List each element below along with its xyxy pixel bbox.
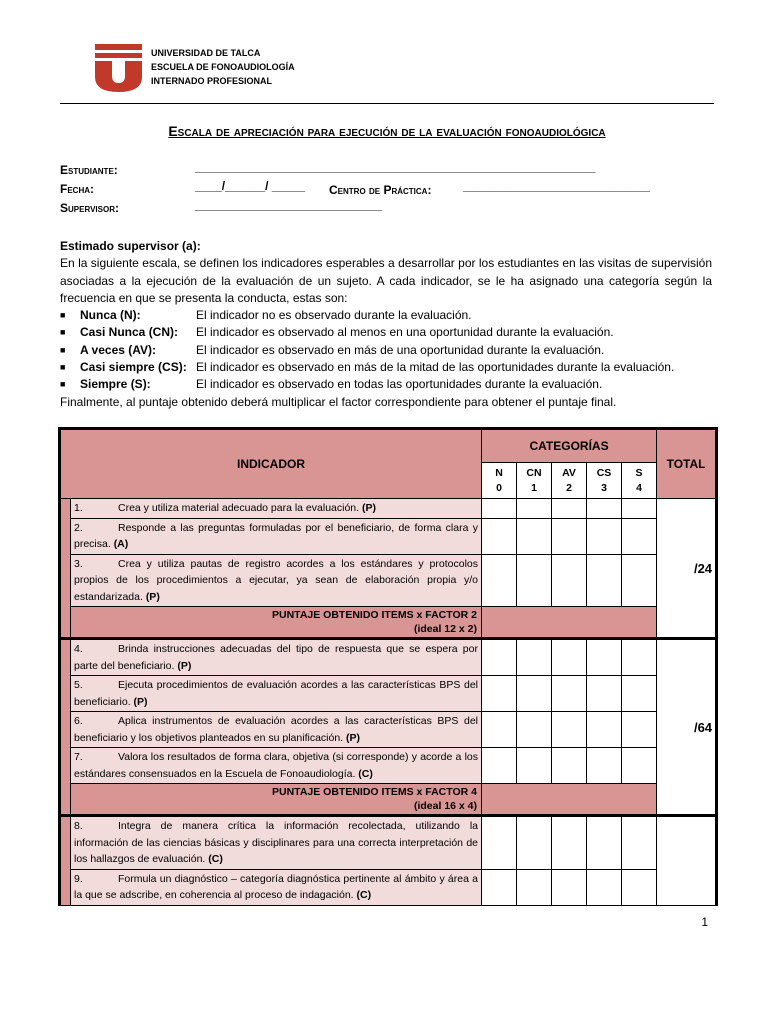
score-cell[interactable] [622, 639, 657, 676]
table-row [60, 748, 717, 784]
score-cell[interactable] [587, 518, 622, 554]
category-item: ■ A veces (AV): El indicador es observado en más de una oportunidad durante la evaluación. [60, 342, 605, 357]
supervisor-line[interactable]: ____________________________ [195, 198, 382, 212]
group-marker [60, 639, 71, 816]
score-cell[interactable] [517, 748, 552, 784]
indicator-cell: 5. Ejecuta procedimientos de evaluación acordes a las características BPS del beneficiario. (P) [71, 676, 482, 712]
center-line[interactable]: ____________________________ [463, 179, 650, 193]
score-cell[interactable] [622, 712, 657, 748]
score-cell[interactable] [622, 869, 657, 905]
score-cell[interactable] [552, 639, 587, 676]
score-cell[interactable] [517, 639, 552, 676]
score-cell[interactable] [552, 816, 587, 870]
score-cell[interactable] [587, 712, 622, 748]
table-row [60, 816, 717, 870]
score-cell[interactable] [622, 816, 657, 870]
greeting: Estimado supervisor (a): [60, 239, 201, 253]
subtotal-label: PUNTAJE OBTENIDO ITEMS x FACTOR 4 (ideal 16 x 4) [71, 784, 482, 816]
score-cell[interactable] [622, 676, 657, 712]
category-col-header: N 0 [482, 463, 517, 499]
institution-header [151, 46, 295, 88]
header-divider [60, 103, 714, 104]
score-cell[interactable] [622, 518, 657, 554]
score-cell[interactable] [517, 869, 552, 905]
category-item: ■ Siempre (S): El indicador es observado en todas las oportunidades durante la evaluación. [60, 377, 603, 392]
category-item: ■ Nunca (N): El indicador no es observado durante la evaluación. [60, 308, 472, 323]
score-cell[interactable] [482, 816, 517, 870]
indicator-cell: 1. Crea y utiliza material adecuado para la evaluación. (P) [71, 499, 482, 519]
table-row [60, 639, 717, 676]
center-label: Centro de Práctica: [329, 183, 432, 197]
instructions-closing: Finalmente, al puntaje obtenido deberá multiplicar el factor correspondiente para obtener el puntaje final. [60, 394, 617, 409]
group-marker [60, 499, 71, 639]
score-cell[interactable] [587, 748, 622, 784]
score-cell[interactable] [587, 816, 622, 870]
institution-program: INTERNADO PROFESIONAL [151, 76, 273, 86]
score-cell[interactable] [482, 639, 517, 676]
category-item: ■ Casi siempre (CS): El indicador es observado en más de la mitad de las oportunidades durante la evaluación. [60, 360, 675, 375]
total-header: TOTAL [657, 429, 717, 499]
indicator-cell: 3. Crea y utiliza pautas de registro acordes a los estándares y protocolos propios de los procedimientos a ejecutar, ya sean de elaboración propia y/o estandarizada. (P) [71, 554, 482, 607]
score-cell[interactable] [587, 869, 622, 905]
instructions-paragraph: En la siguiente escala, se definen los indicadores esperables a desarrollar por los estudiantes en las visitas de supervisión asociadas a la ejecución de la evaluación de un sujeto. A cada indicador, se le ha asignado una categoría según la frecuencia en que se presenta la conducta, estas son: [60, 256, 712, 305]
score-cell[interactable] [517, 816, 552, 870]
score-cell[interactable] [482, 554, 517, 607]
subtotal-row [60, 784, 717, 816]
institution-university: UNIVERSIDAD DE TALCA [151, 48, 261, 58]
group-total [657, 816, 717, 906]
page-number: 1 [701, 915, 708, 929]
table-row [60, 518, 717, 554]
category-item: ■ Casi Nunca (CN): El indicador es observado al menos en una oportunidad durante la evaluación. [60, 325, 614, 340]
score-cell[interactable] [517, 518, 552, 554]
date-label: Fecha: [60, 182, 94, 196]
category-col-header: AV 2 [552, 463, 587, 499]
indicator-cell: 8. Integra de manera crítica la información recolectada, utilizando la información de las ciencias básicas y disciplinares para una correcta interpretación de los hallazgos de evaluación. (C) [71, 816, 482, 870]
subtotal-score-cell[interactable] [482, 784, 657, 816]
indicator-cell: 9. Formula un diagnóstico – categoría diagnóstica pertinente al ámbito y área a la que se adscribe, en coherencia al proceso de indagación. (C) [71, 869, 482, 905]
group-marker [60, 816, 71, 906]
subtotal-score-cell[interactable] [482, 607, 657, 639]
score-cell[interactable] [587, 499, 622, 519]
category-col-header: CN 1 [517, 463, 552, 499]
subtotal-row [60, 607, 717, 639]
category-col-header: CS 3 [587, 463, 622, 499]
score-cell[interactable] [552, 869, 587, 905]
score-cell[interactable] [482, 869, 517, 905]
score-cell[interactable] [482, 676, 517, 712]
score-cell[interactable] [552, 518, 587, 554]
score-cell[interactable] [587, 554, 622, 607]
indicator-cell: 6. Aplica instrumentos de evaluación acordes a las características BPS del beneficiario y los objetivos planteados en su planificación. (P) [71, 712, 482, 748]
university-logo [95, 44, 142, 92]
rubric-table [58, 427, 718, 906]
student-line[interactable]: ____________________________________________________________ [195, 160, 596, 174]
instructions [60, 238, 712, 411]
table-row [60, 676, 717, 712]
score-cell[interactable] [517, 676, 552, 712]
supervisor-label: Supervisor: [60, 201, 119, 215]
table-row [60, 869, 717, 905]
score-cell[interactable] [517, 499, 552, 519]
category-col-header: S 4 [622, 463, 657, 499]
indicator-cell: 7. Valora los resultados de forma clara, objetiva (si corresponde) y acorde a los estándares consensuados en la Escuela de Fonoaudiología. (C) [71, 748, 482, 784]
score-cell[interactable] [517, 554, 552, 607]
score-cell[interactable] [482, 499, 517, 519]
score-cell[interactable] [552, 499, 587, 519]
indicator-cell: 4. Brinda instrucciones adecuadas del tipo de respuesta que se espera por parte del beneficiario. (P) [71, 639, 482, 676]
subtotal-label: PUNTAJE OBTENIDO ITEMS x FACTOR 2 (ideal 12 x 2) [71, 607, 482, 639]
score-cell[interactable] [482, 518, 517, 554]
indicator-cell: 2. Responde a las preguntas formuladas por el beneficiario, de forma clara y precisa. (A) [71, 518, 482, 554]
score-cell[interactable] [622, 554, 657, 607]
score-cell[interactable] [552, 676, 587, 712]
table-row [60, 499, 717, 519]
score-cell[interactable] [552, 712, 587, 748]
student-label: Estudiante: [60, 163, 118, 177]
score-cell[interactable] [482, 712, 517, 748]
score-cell[interactable] [622, 499, 657, 519]
score-cell[interactable] [552, 554, 587, 607]
document-title: Escala de apreciación para ejecución de la evaluación fonoaudiológica [168, 123, 606, 139]
group-total: /64 [657, 639, 717, 816]
date-line[interactable]: ____/______/ _____ [195, 179, 306, 193]
indicator-header: INDICADOR [60, 429, 482, 499]
institution-school: ESCUELA DE FONOAUDIOLOGÍA [151, 62, 295, 72]
table-row [60, 554, 717, 607]
score-cell[interactable] [552, 748, 587, 784]
score-cell[interactable] [622, 748, 657, 784]
score-cell[interactable] [517, 712, 552, 748]
score-cell[interactable] [482, 748, 517, 784]
categories-header: CATEGORÍAS [482, 429, 657, 463]
score-cell[interactable] [587, 639, 622, 676]
group-total: /24 [657, 499, 717, 639]
table-row [60, 712, 717, 748]
score-cell[interactable] [587, 676, 622, 712]
